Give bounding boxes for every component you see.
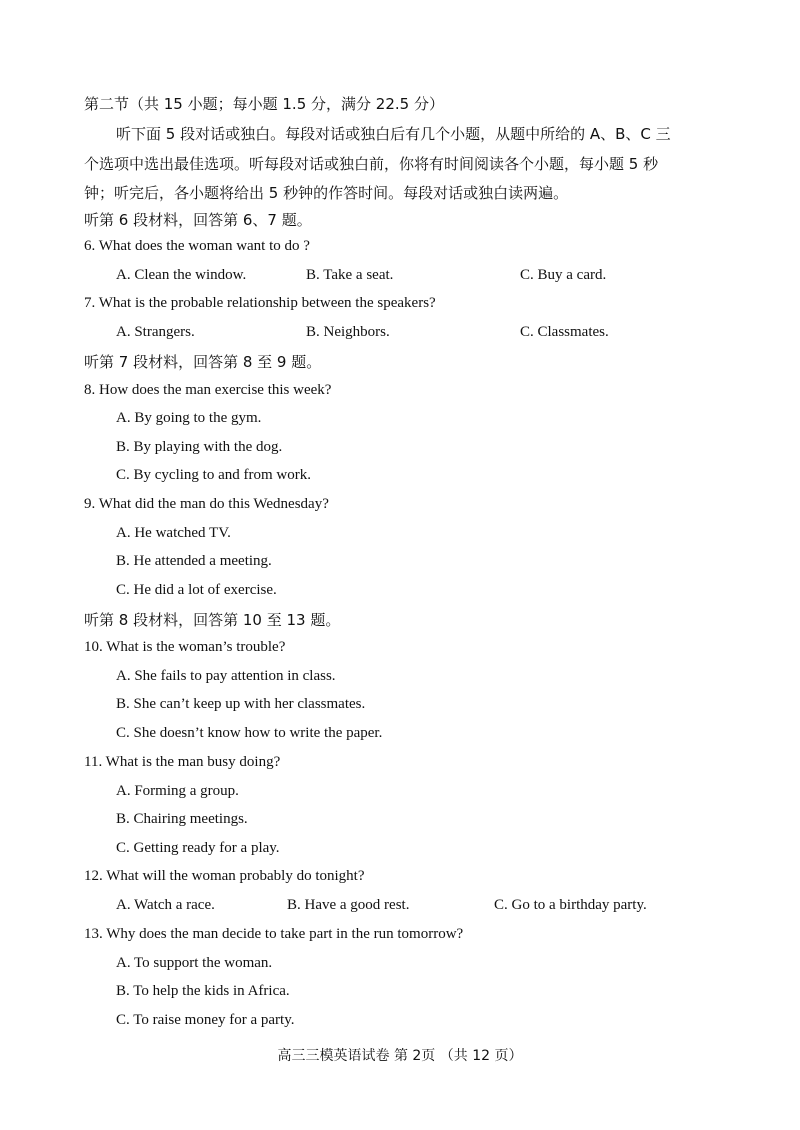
option-6-b: B. Take a seat. [306,267,394,283]
option-11-a: A. Forming a group. [116,783,239,799]
question-stem-8: 8. How does the man exercise this week? [84,382,332,398]
question-stem-6: 6. What does the woman want to do ? [84,238,310,254]
instruction-line-3: 钟；听完后，各小题将给出 5 秒钟的作答时间。每段对话或独白读两遍。 [84,184,569,202]
option-6-c: C. Buy a card. [520,267,607,283]
option-8-b: B. By playing with the dog. [116,439,283,455]
question-stem-9: 9. What did the man do this Wednesday? [84,496,329,512]
option-7-a: A. Strangers. [116,324,195,340]
option-8-c: C. By cycling to and from work. [116,467,311,483]
option-10-a: A. She fails to pay attention in class. [116,668,336,684]
option-11-c: C. Getting ready for a play. [116,840,280,856]
option-8-a: A. By going to the gym. [116,410,262,426]
question-stem-12: 12. What will the woman probably do tonight? [84,868,365,884]
option-13-a: A. To support the woman. [116,955,273,971]
option-11-b: B. Chairing meetings. [116,811,248,827]
option-9-c: C. He did a lot of exercise. [116,582,277,598]
question-stem-13: 13. Why does the man decide to take part in the run tomorrow? [84,926,464,942]
group-heading-8: 听第 8 段材料，回答第 10 至 13 题。 [84,611,341,629]
option-9-a: A. He watched TV. [116,525,231,541]
option-7-c: C. Classmates. [520,324,609,340]
option-7-b: B. Neighbors. [306,324,390,340]
option-12-a: A. Watch a race. [116,897,215,913]
group-heading-7: 听第 7 段材料，回答第 8 至 9 题。 [84,353,322,371]
option-10-c: C. She doesn’t know how to write the paper. [116,725,383,741]
question-stem-7: 7. What is the probable relationship between the speakers? [84,295,436,311]
option-10-b: B. She can’t keep up with her classmates. [116,696,366,712]
option-12-b: B. Have a good rest. [287,897,410,913]
option-13-c: C. To raise money for a party. [116,1012,295,1028]
option-13-b: B. To help the kids in Africa. [116,983,290,999]
option-12-c: C. Go to a birthday party. [494,897,647,913]
option-9-b: B. He attended a meeting. [116,553,272,569]
option-6-a: A. Clean the window. [116,267,247,283]
question-stem-11: 11. What is the man busy doing? [84,754,281,770]
question-stem-10: 10. What is the woman’s trouble? [84,639,286,655]
page-footer: 高三三模英语试卷 第 2页 （共 12 页） [277,1048,523,1064]
instruction-line-1: 听下面 5 段对话或独白。每段对话或独白后有几个小题，从题中所给的 A、B、C 三 [116,125,671,143]
instruction-line-2: 个选项中选出最佳选项。听每段对话或独白前，你将有时间阅读各个小题，每小题 5 秒 [84,155,659,173]
section-title: 第二节（共 15 小题；每小题 1.5 分，满分 22.5 分） [84,95,444,113]
group-heading-6: 听第 6 段材料，回答第 6、7 题。 [84,211,312,229]
